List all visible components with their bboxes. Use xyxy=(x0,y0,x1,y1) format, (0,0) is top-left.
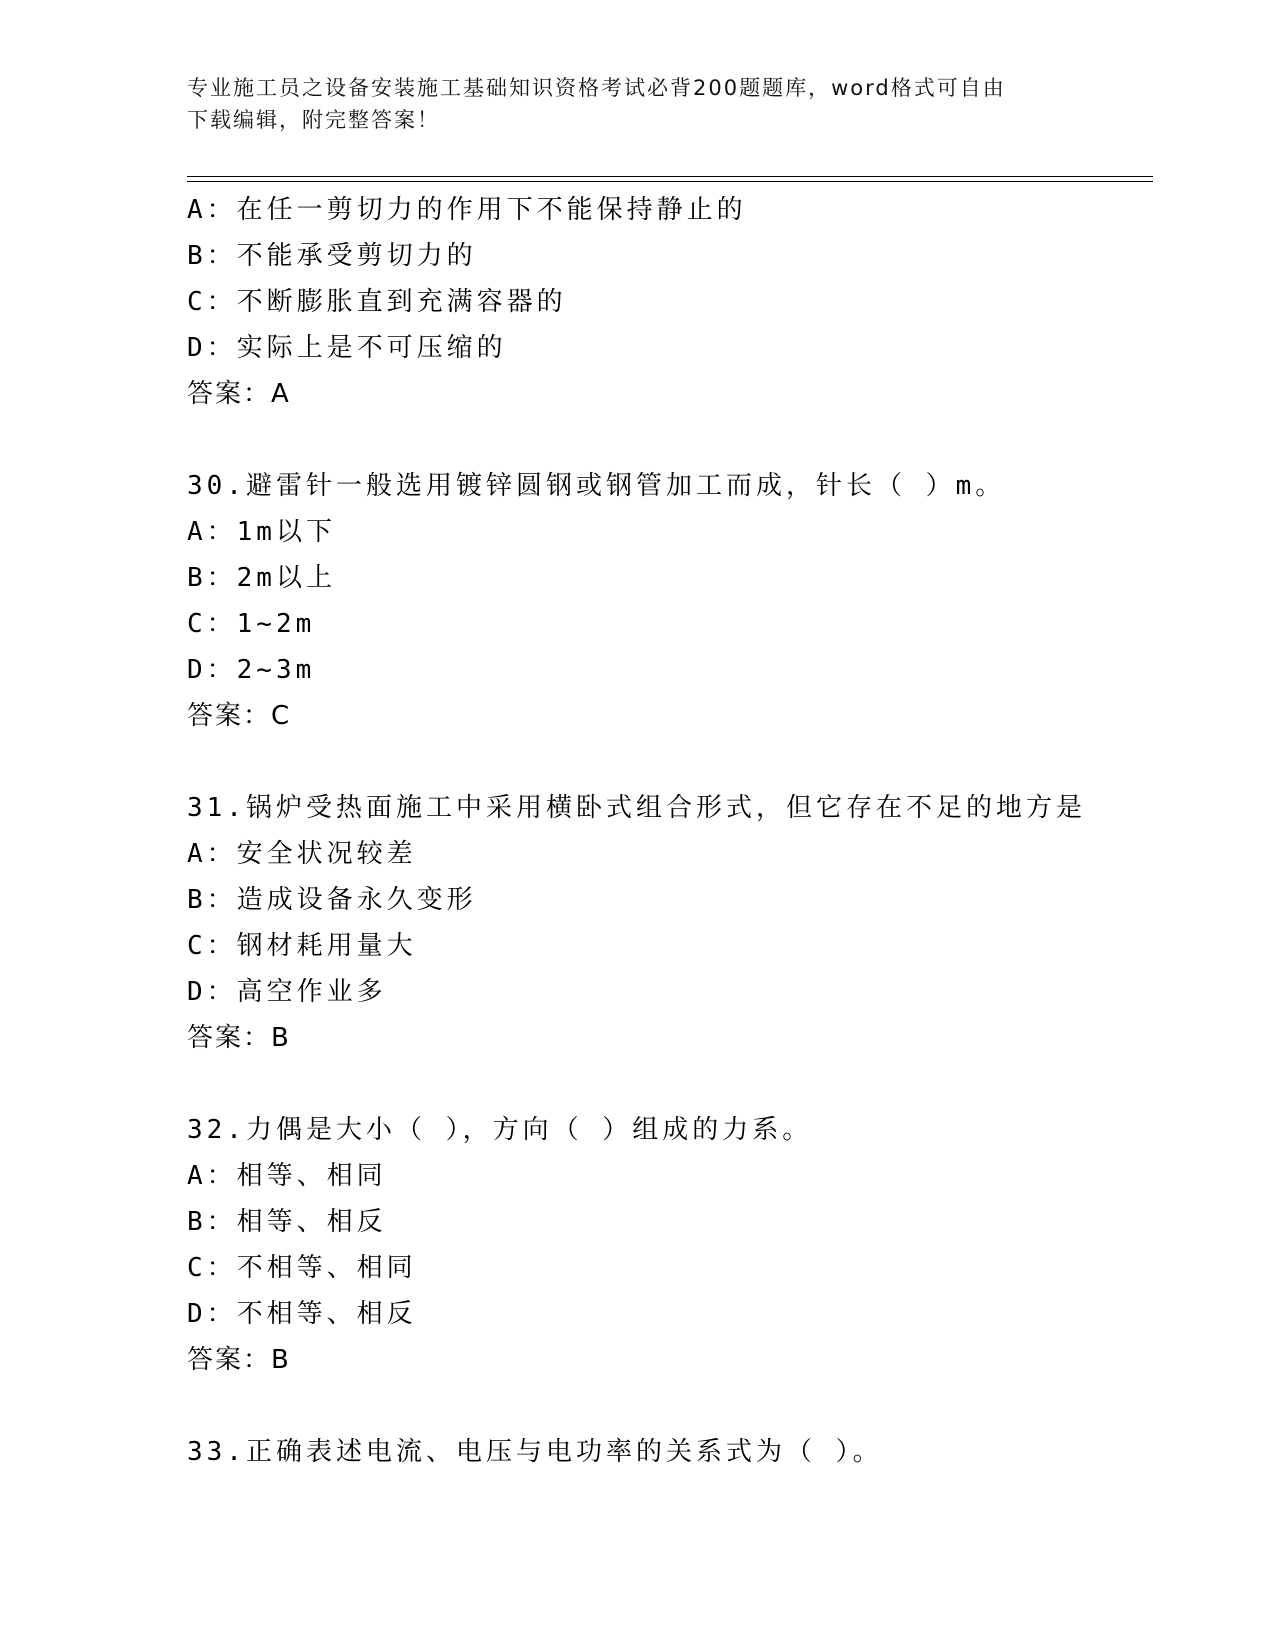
question-stem: 33.正确表述电流、电压与电功率的关系式为（ ）。 xyxy=(187,1437,883,1467)
header-divider-bottom xyxy=(187,181,1153,182)
spacer xyxy=(187,417,1167,463)
question-list xyxy=(187,187,1167,1475)
question-stem: 30.避雷针一般选用镀锌圆钢或钢管加工而成，针长（ ）m。 xyxy=(187,471,1006,501)
option-d: D：实际上是不可压缩的 xyxy=(187,333,507,363)
option-b: B：相等、相反 xyxy=(187,1207,387,1237)
option-a: A：1m以下 xyxy=(187,517,336,547)
question-stem: 32.力偶是大小（ ），方向（ ）组成的力系。 xyxy=(187,1115,813,1145)
answer-line: 答案：B xyxy=(187,1023,291,1053)
option-c: C：1~2m xyxy=(187,609,316,639)
option-c: C：不相等、相同 xyxy=(187,1253,417,1283)
spacer xyxy=(187,739,1167,785)
option-c: C：不断膨胀直到充满容器的 xyxy=(187,287,567,317)
header-divider-top xyxy=(187,176,1153,177)
question-stem: 31.锅炉受热面施工中采用横卧式组合形式，但它存在不足的地方是 xyxy=(187,793,1086,823)
question-block-32 xyxy=(187,1107,1167,1383)
answer-line: 答案：B xyxy=(187,1345,291,1375)
spacer xyxy=(187,1061,1167,1107)
option-a: A：相等、相同 xyxy=(187,1161,387,1191)
document-header xyxy=(187,72,1087,136)
answer-line: 答案：A xyxy=(187,379,291,409)
spacer xyxy=(187,1383,1167,1429)
option-b: B：造成设备永久变形 xyxy=(187,885,477,915)
answer-line: 答案：C xyxy=(187,701,292,731)
question-block-33 xyxy=(187,1429,1167,1475)
header-line-1: 专业施工员之设备安装施工基础知识资格考试必背200题题库，word格式可自由 xyxy=(187,76,1006,100)
option-d: D：不相等、相反 xyxy=(187,1299,417,1329)
option-d: D：2~3m xyxy=(187,655,316,685)
option-b: B：2m以上 xyxy=(187,563,336,593)
question-block-30 xyxy=(187,463,1167,739)
option-c: C：钢材耗用量大 xyxy=(187,931,417,961)
option-a: A：安全状况较差 xyxy=(187,839,417,869)
question-block-31 xyxy=(187,785,1167,1061)
header-line-2: 下载编辑，附完整答案！ xyxy=(187,108,440,132)
question-block-29 xyxy=(187,187,1167,417)
option-b: B：不能承受剪切力的 xyxy=(187,241,477,271)
option-a: A：在任一剪切力的作用下不能保持静止的 xyxy=(187,195,747,225)
option-d: D：高空作业多 xyxy=(187,977,387,1007)
